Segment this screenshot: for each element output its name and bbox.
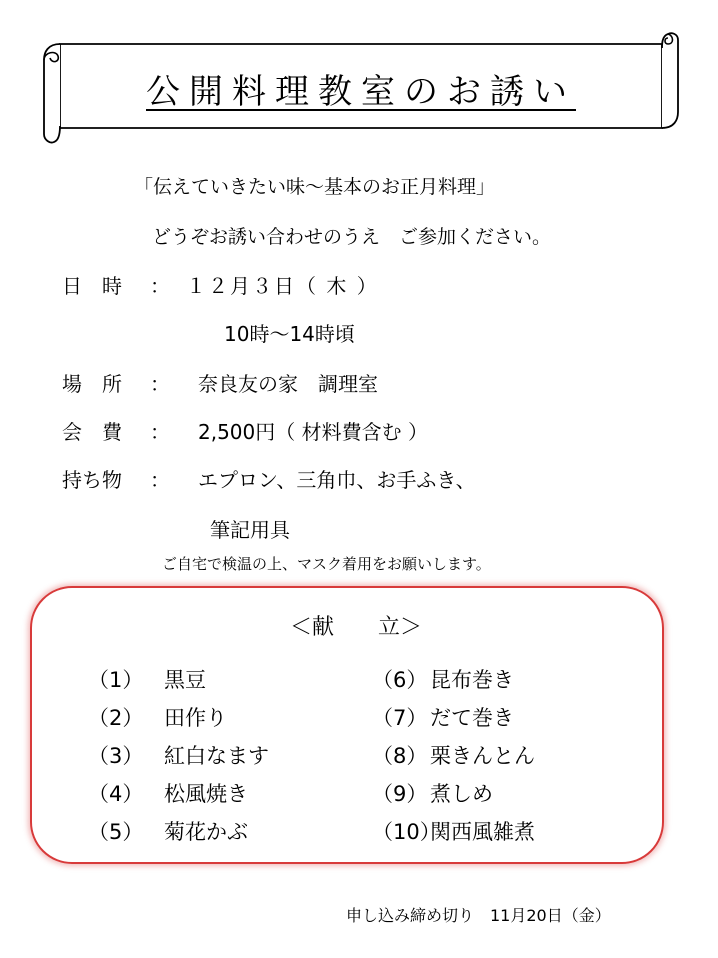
- datetime-colon: ：: [150, 274, 170, 298]
- items-colon: ：: [150, 468, 170, 492]
- title-banner: [38, 30, 684, 146]
- event-fee: 2,500円（ 材料費含む ）: [198, 420, 428, 444]
- menu-item: （2） 田作り: [88, 706, 227, 730]
- menu-title: ＜献 立＞: [290, 615, 423, 640]
- menu-item: （6） 昆布巻き: [372, 668, 514, 692]
- items-label: 持ち物: [62, 468, 122, 492]
- menu-box: [30, 586, 664, 864]
- menu-item: （7） だて巻き: [372, 706, 514, 730]
- place-colon: ：: [150, 372, 170, 396]
- fee-colon: ：: [150, 420, 170, 444]
- event-time: 10時〜14時頃: [224, 322, 355, 346]
- place-label: 場 所: [62, 372, 122, 396]
- menu-item: （4） 松風焼き: [88, 782, 248, 806]
- menu-item: （1） 黒豆: [88, 668, 206, 692]
- menu-item: （10）関西風雑煮: [372, 820, 535, 844]
- theme-line: 「伝えていきたい味〜基本のお正月料理」: [134, 176, 496, 198]
- menu-item: （9） 煮しめ: [372, 782, 493, 806]
- menu-item: （5） 菊花かぶ: [88, 820, 248, 844]
- invitation-line: どうぞお誘い合わせのうえ ご参加ください。: [152, 226, 552, 248]
- application-deadline: 申し込み締め切り 11月20日（金）: [346, 906, 611, 925]
- health-note: ご自宅で検温の上、マスク着用をお願いします。: [162, 555, 491, 573]
- datetime-label: 日 時: [62, 274, 122, 298]
- event-date: １２月３日（ 木 ）: [186, 274, 379, 298]
- page-title: 公開料理教室のお誘い: [146, 72, 576, 112]
- items-line-1: エプロン、三角巾、お手ふき、: [198, 468, 476, 492]
- menu-item: （8） 栗きんとん: [372, 744, 535, 768]
- menu-item: （3） 紅白なます: [88, 744, 269, 768]
- event-place: 奈良友の家 調理室: [198, 372, 378, 396]
- fee-label: 会 費: [62, 420, 122, 444]
- items-line-2: 筆記用具: [210, 518, 290, 542]
